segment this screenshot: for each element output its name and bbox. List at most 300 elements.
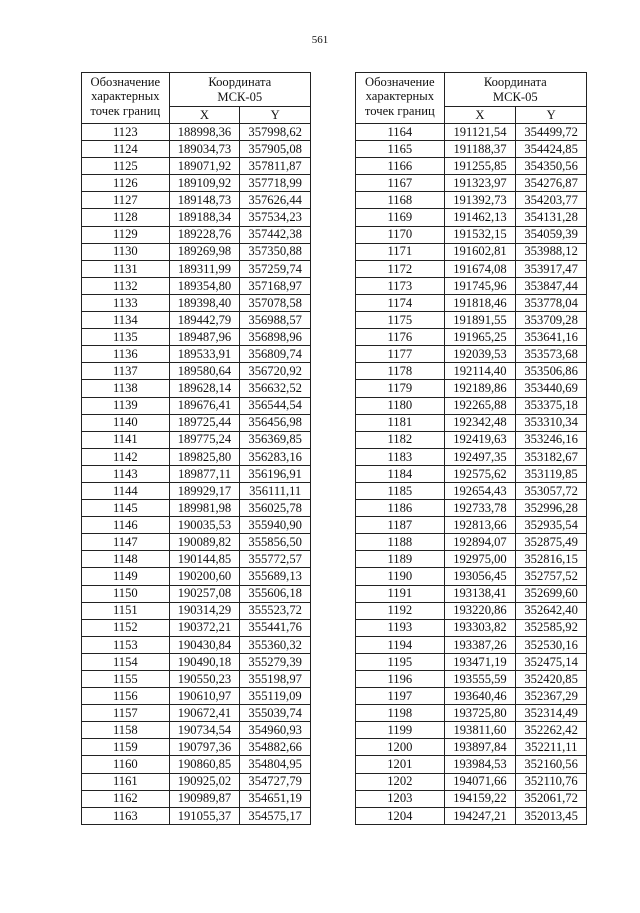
y-coordinate-cell: 352530,16 <box>516 636 587 653</box>
y-coordinate-cell: 357998,62 <box>240 124 311 141</box>
point-number-cell: 1152 <box>82 619 170 636</box>
table-row <box>82 465 311 482</box>
y-coordinate-cell: 355523,72 <box>240 602 311 619</box>
x-coordinate-cell: 191392,73 <box>444 192 516 209</box>
point-number-cell: 1145 <box>82 500 170 517</box>
table-body-left <box>82 124 311 825</box>
point-number-cell: 1194 <box>356 636 445 653</box>
point-number-cell: 1191 <box>356 585 445 602</box>
point-number-cell: 1177 <box>356 346 445 363</box>
point-number-cell: 1201 <box>356 756 445 773</box>
header-point-line: точек границ <box>364 103 435 118</box>
x-coordinate-cell: 189071,92 <box>169 158 240 175</box>
coordinates-table-left <box>81 72 311 825</box>
x-coordinate-cell: 191965,25 <box>444 329 516 346</box>
x-coordinate-cell: 194159,22 <box>444 790 516 807</box>
table-row <box>356 653 587 670</box>
point-number-cell: 1164 <box>356 124 445 141</box>
table-row <box>356 346 587 363</box>
x-coordinate-cell: 192733,78 <box>444 500 516 517</box>
table-row <box>82 448 311 465</box>
x-coordinate-cell: 189725,44 <box>169 414 240 431</box>
point-number-cell: 1192 <box>356 602 445 619</box>
y-coordinate-cell: 353310,34 <box>516 414 587 431</box>
x-coordinate-cell: 192189,86 <box>444 380 516 397</box>
table-row <box>356 517 587 534</box>
point-number-cell: 1181 <box>356 414 445 431</box>
point-number-cell: 1142 <box>82 448 170 465</box>
y-coordinate-cell: 355279,39 <box>240 653 311 670</box>
header-point-line: точек границ <box>90 103 161 118</box>
x-coordinate-cell: 190797,36 <box>169 739 240 756</box>
x-coordinate-cell: 189109,92 <box>169 175 240 192</box>
x-coordinate-cell: 193897,84 <box>444 739 516 756</box>
point-number-cell: 1189 <box>356 551 445 568</box>
table-row <box>356 209 587 226</box>
table-row <box>82 124 311 141</box>
y-coordinate-cell: 352420,85 <box>516 671 587 688</box>
y-coordinate-cell: 353641,16 <box>516 329 587 346</box>
point-number-cell: 1136 <box>82 346 170 363</box>
header-coordinate-line: Координата <box>483 75 547 90</box>
table-row <box>82 671 311 688</box>
x-coordinate-cell: 191891,55 <box>444 312 516 329</box>
header-coordinate <box>169 73 310 107</box>
table-body-right <box>356 124 587 825</box>
table-row <box>356 175 587 192</box>
y-coordinate-cell: 354499,72 <box>516 124 587 141</box>
y-coordinate-cell: 352699,60 <box>516 585 587 602</box>
table-row <box>82 705 311 722</box>
table-row <box>82 380 311 397</box>
y-coordinate-cell: 354651,19 <box>240 790 311 807</box>
x-coordinate-cell: 190860,85 <box>169 756 240 773</box>
table-row <box>356 124 587 141</box>
point-number-cell: 1146 <box>82 517 170 534</box>
table-row <box>82 226 311 243</box>
x-coordinate-cell: 191121,54 <box>444 124 516 141</box>
y-coordinate-cell: 352110,76 <box>516 773 587 790</box>
y-coordinate-cell: 355198,97 <box>240 671 311 688</box>
y-coordinate-cell: 353778,04 <box>516 294 587 311</box>
table-row <box>356 585 587 602</box>
point-number-cell: 1196 <box>356 671 445 688</box>
point-number-cell: 1127 <box>82 192 170 209</box>
y-coordinate-cell: 352585,92 <box>516 619 587 636</box>
x-coordinate-cell: 191255,85 <box>444 158 516 175</box>
table-row <box>356 671 587 688</box>
table-row <box>82 602 311 619</box>
x-coordinate-cell: 189775,24 <box>169 431 240 448</box>
point-number-cell: 1170 <box>356 226 445 243</box>
x-coordinate-cell: 193984,53 <box>444 756 516 773</box>
y-coordinate-cell: 353506,86 <box>516 363 587 380</box>
x-coordinate-cell: 190372,21 <box>169 619 240 636</box>
y-coordinate-cell: 357078,58 <box>240 294 311 311</box>
x-coordinate-cell: 189981,98 <box>169 500 240 517</box>
point-number-cell: 1171 <box>356 243 445 260</box>
y-coordinate-cell: 352996,28 <box>516 500 587 517</box>
y-coordinate-cell: 356988,57 <box>240 312 311 329</box>
point-number-cell: 1150 <box>82 585 170 602</box>
table-row <box>82 363 311 380</box>
table-row <box>82 500 311 517</box>
x-coordinate-cell: 193303,82 <box>444 619 516 636</box>
table-row <box>356 226 587 243</box>
x-coordinate-cell: 193138,41 <box>444 585 516 602</box>
point-number-cell: 1158 <box>82 722 170 739</box>
table-row <box>82 243 311 260</box>
table-row <box>82 568 311 585</box>
y-coordinate-cell: 355606,18 <box>240 585 311 602</box>
y-coordinate-cell: 352642,40 <box>516 602 587 619</box>
table-row <box>356 551 587 568</box>
table-row <box>356 363 587 380</box>
x-coordinate-cell: 189533,91 <box>169 346 240 363</box>
x-coordinate-cell: 190925,02 <box>169 773 240 790</box>
x-coordinate-cell: 189148,73 <box>169 192 240 209</box>
x-coordinate-cell: 190314,29 <box>169 602 240 619</box>
y-coordinate-cell: 356898,96 <box>240 329 311 346</box>
point-number-cell: 1123 <box>82 124 170 141</box>
y-coordinate-cell: 352935,54 <box>516 517 587 534</box>
table-row <box>356 192 587 209</box>
point-number-cell: 1179 <box>356 380 445 397</box>
point-number-cell: 1202 <box>356 773 445 790</box>
table-row <box>356 568 587 585</box>
header-y: Y <box>240 107 311 124</box>
table-row <box>356 158 587 175</box>
y-coordinate-cell: 352160,56 <box>516 756 587 773</box>
y-coordinate-cell: 353119,85 <box>516 465 587 482</box>
point-number-cell: 1176 <box>356 329 445 346</box>
table-row <box>82 260 311 277</box>
table-row <box>356 294 587 311</box>
point-number-cell: 1199 <box>356 722 445 739</box>
x-coordinate-cell: 190610,97 <box>169 688 240 705</box>
table-row <box>356 773 587 790</box>
x-coordinate-cell: 190035,53 <box>169 517 240 534</box>
point-number-cell: 1162 <box>82 790 170 807</box>
table-row <box>82 636 311 653</box>
y-coordinate-cell: 354350,56 <box>516 158 587 175</box>
y-coordinate-cell: 356369,85 <box>240 431 311 448</box>
y-coordinate-cell: 356544,54 <box>240 397 311 414</box>
point-number-cell: 1167 <box>356 175 445 192</box>
point-number-cell: 1161 <box>82 773 170 790</box>
table-row <box>356 739 587 756</box>
point-number-cell: 1139 <box>82 397 170 414</box>
point-number-cell: 1147 <box>82 534 170 551</box>
table-row <box>82 653 311 670</box>
table-row <box>82 722 311 739</box>
table-row <box>82 346 311 363</box>
point-number-cell: 1175 <box>356 312 445 329</box>
x-coordinate-cell: 193056,45 <box>444 568 516 585</box>
point-number-cell: 1157 <box>82 705 170 722</box>
point-number-cell: 1137 <box>82 363 170 380</box>
x-coordinate-cell: 189398,40 <box>169 294 240 311</box>
table-row <box>356 277 587 294</box>
point-number-cell: 1169 <box>356 209 445 226</box>
point-number-cell: 1130 <box>82 243 170 260</box>
table-row <box>356 602 587 619</box>
header-point-line: характерных <box>365 89 435 104</box>
x-coordinate-cell: 193555,59 <box>444 671 516 688</box>
x-coordinate-cell: 192654,43 <box>444 482 516 499</box>
x-coordinate-cell: 190490,18 <box>169 653 240 670</box>
x-coordinate-cell: 192813,66 <box>444 517 516 534</box>
y-coordinate-cell: 352061,72 <box>516 790 587 807</box>
point-number-cell: 1174 <box>356 294 445 311</box>
table-row <box>356 500 587 517</box>
x-coordinate-cell: 189228,76 <box>169 226 240 243</box>
point-number-cell: 1138 <box>82 380 170 397</box>
point-number-cell: 1204 <box>356 807 445 824</box>
point-number-cell: 1156 <box>82 688 170 705</box>
table-row <box>356 705 587 722</box>
x-coordinate-cell: 193640,46 <box>444 688 516 705</box>
table-row <box>356 141 587 158</box>
table-row <box>356 312 587 329</box>
x-coordinate-cell: 193220,86 <box>444 602 516 619</box>
point-number-cell: 1190 <box>356 568 445 585</box>
x-coordinate-cell: 189188,34 <box>169 209 240 226</box>
y-coordinate-cell: 355441,76 <box>240 619 311 636</box>
point-number-cell: 1172 <box>356 260 445 277</box>
x-coordinate-cell: 192419,63 <box>444 431 516 448</box>
x-coordinate-cell: 189676,41 <box>169 397 240 414</box>
point-number-cell: 1128 <box>82 209 170 226</box>
y-coordinate-cell: 355360,32 <box>240 636 311 653</box>
table-row <box>356 722 587 739</box>
x-coordinate-cell: 192975,00 <box>444 551 516 568</box>
table-row <box>82 277 311 294</box>
y-coordinate-cell: 353057,72 <box>516 482 587 499</box>
y-coordinate-cell: 353375,18 <box>516 397 587 414</box>
y-coordinate-cell: 352475,14 <box>516 653 587 670</box>
x-coordinate-cell: 190550,23 <box>169 671 240 688</box>
point-number-cell: 1129 <box>82 226 170 243</box>
y-coordinate-cell: 353573,68 <box>516 346 587 363</box>
y-coordinate-cell: 354276,87 <box>516 175 587 192</box>
point-number-cell: 1159 <box>82 739 170 756</box>
y-coordinate-cell: 354131,28 <box>516 209 587 226</box>
table-row <box>356 414 587 431</box>
point-number-cell: 1154 <box>82 653 170 670</box>
y-coordinate-cell: 355772,57 <box>240 551 311 568</box>
y-coordinate-cell: 356456,98 <box>240 414 311 431</box>
x-coordinate-cell: 190257,08 <box>169 585 240 602</box>
y-coordinate-cell: 353246,16 <box>516 431 587 448</box>
table-row <box>82 619 311 636</box>
x-coordinate-cell: 192342,48 <box>444 414 516 431</box>
table-row <box>356 260 587 277</box>
y-coordinate-cell: 354804,95 <box>240 756 311 773</box>
point-number-cell: 1153 <box>82 636 170 653</box>
point-number-cell: 1165 <box>356 141 445 158</box>
x-coordinate-cell: 190672,41 <box>169 705 240 722</box>
table-row <box>82 773 311 790</box>
table-row <box>82 585 311 602</box>
point-number-cell: 1140 <box>82 414 170 431</box>
y-coordinate-cell: 354203,77 <box>516 192 587 209</box>
point-number-cell: 1149 <box>82 568 170 585</box>
page-number: 561 <box>311 34 329 46</box>
y-coordinate-cell: 356809,74 <box>240 346 311 363</box>
header-point-line: Обозначение <box>365 75 435 89</box>
point-number-cell: 1151 <box>82 602 170 619</box>
y-coordinate-cell: 355119,09 <box>240 688 311 705</box>
x-coordinate-cell: 193387,26 <box>444 636 516 653</box>
y-coordinate-cell: 352757,52 <box>516 568 587 585</box>
x-coordinate-cell: 190734,54 <box>169 722 240 739</box>
point-number-cell: 1180 <box>356 397 445 414</box>
table-row <box>356 431 587 448</box>
point-number-cell: 1155 <box>82 671 170 688</box>
x-coordinate-cell: 189442,79 <box>169 312 240 329</box>
x-coordinate-cell: 190989,87 <box>169 790 240 807</box>
x-coordinate-cell: 189354,80 <box>169 277 240 294</box>
table-row <box>82 807 311 824</box>
y-coordinate-cell: 352875,49 <box>516 534 587 551</box>
y-coordinate-cell: 357259,74 <box>240 260 311 277</box>
table-row <box>356 482 587 499</box>
table-row <box>82 312 311 329</box>
y-coordinate-cell: 353988,12 <box>516 243 587 260</box>
y-coordinate-cell: 357350,88 <box>240 243 311 260</box>
x-coordinate-cell: 189877,11 <box>169 465 240 482</box>
header-x: X <box>444 107 516 124</box>
point-number-cell: 1148 <box>82 551 170 568</box>
x-coordinate-cell: 188998,36 <box>169 124 240 141</box>
table-row <box>356 243 587 260</box>
x-coordinate-cell: 192265,88 <box>444 397 516 414</box>
y-coordinate-cell: 357905,08 <box>240 141 311 158</box>
point-number-cell: 1203 <box>356 790 445 807</box>
x-coordinate-cell: 190089,82 <box>169 534 240 551</box>
y-coordinate-cell: 352367,29 <box>516 688 587 705</box>
point-number-cell: 1178 <box>356 363 445 380</box>
x-coordinate-cell: 189825,80 <box>169 448 240 465</box>
point-number-cell: 1197 <box>356 688 445 705</box>
header-coordinate <box>444 73 586 107</box>
table-row <box>356 329 587 346</box>
point-number-cell: 1166 <box>356 158 445 175</box>
y-coordinate-cell: 356283,16 <box>240 448 311 465</box>
y-coordinate-cell: 356196,91 <box>240 465 311 482</box>
x-coordinate-cell: 192894,07 <box>444 534 516 551</box>
x-coordinate-cell: 192575,62 <box>444 465 516 482</box>
y-coordinate-cell: 352816,15 <box>516 551 587 568</box>
y-coordinate-cell: 356111,11 <box>240 482 311 499</box>
x-coordinate-cell: 189034,73 <box>169 141 240 158</box>
x-coordinate-cell: 191532,15 <box>444 226 516 243</box>
table-row <box>356 448 587 465</box>
point-number-cell: 1125 <box>82 158 170 175</box>
header-coordinate-line: МСК-05 <box>217 89 263 104</box>
table-row <box>356 756 587 773</box>
x-coordinate-cell: 189487,96 <box>169 329 240 346</box>
table-row <box>356 619 587 636</box>
x-coordinate-cell: 193471,19 <box>444 653 516 670</box>
y-coordinate-cell: 357626,44 <box>240 192 311 209</box>
x-coordinate-cell: 189311,99 <box>169 260 240 277</box>
table-row <box>82 790 311 807</box>
x-coordinate-cell: 191602,81 <box>444 243 516 260</box>
point-number-cell: 1124 <box>82 141 170 158</box>
y-coordinate-cell: 352013,45 <box>516 807 587 824</box>
table-row <box>82 431 311 448</box>
y-coordinate-cell: 353847,44 <box>516 277 587 294</box>
point-number-cell: 1143 <box>82 465 170 482</box>
table-row <box>356 790 587 807</box>
y-coordinate-cell: 353917,47 <box>516 260 587 277</box>
y-coordinate-cell: 354575,17 <box>240 807 311 824</box>
table-row <box>82 175 311 192</box>
point-number-cell: 1193 <box>356 619 445 636</box>
x-coordinate-cell: 192497,35 <box>444 448 516 465</box>
x-coordinate-cell: 193811,60 <box>444 722 516 739</box>
point-number-cell: 1198 <box>356 705 445 722</box>
header-x: X <box>169 107 240 124</box>
y-coordinate-cell: 354882,66 <box>240 739 311 756</box>
table-row <box>82 329 311 346</box>
y-coordinate-cell: 353182,67 <box>516 448 587 465</box>
y-coordinate-cell: 355940,90 <box>240 517 311 534</box>
point-number-cell: 1187 <box>356 517 445 534</box>
x-coordinate-cell: 190200,60 <box>169 568 240 585</box>
y-coordinate-cell: 357718,99 <box>240 175 311 192</box>
y-coordinate-cell: 352262,42 <box>516 722 587 739</box>
point-number-cell: 1200 <box>356 739 445 756</box>
x-coordinate-cell: 190144,85 <box>169 551 240 568</box>
table-row <box>82 209 311 226</box>
table-row <box>82 482 311 499</box>
y-coordinate-cell: 355039,74 <box>240 705 311 722</box>
y-coordinate-cell: 356632,52 <box>240 380 311 397</box>
x-coordinate-cell: 189269,98 <box>169 243 240 260</box>
y-coordinate-cell: 355689,13 <box>240 568 311 585</box>
x-coordinate-cell: 189580,64 <box>169 363 240 380</box>
table-row <box>82 739 311 756</box>
point-number-cell: 1160 <box>82 756 170 773</box>
y-coordinate-cell: 354727,79 <box>240 773 311 790</box>
x-coordinate-cell: 192114,40 <box>444 363 516 380</box>
x-coordinate-cell: 191674,08 <box>444 260 516 277</box>
y-coordinate-cell: 357534,23 <box>240 209 311 226</box>
table-row <box>82 397 311 414</box>
x-coordinate-cell: 189628,14 <box>169 380 240 397</box>
point-number-cell: 1185 <box>356 482 445 499</box>
header-point-designation <box>82 73 170 124</box>
x-coordinate-cell: 191188,37 <box>444 141 516 158</box>
table-row <box>82 141 311 158</box>
x-coordinate-cell: 191462,13 <box>444 209 516 226</box>
x-coordinate-cell: 190430,84 <box>169 636 240 653</box>
point-number-cell: 1183 <box>356 448 445 465</box>
y-coordinate-cell: 353440,69 <box>516 380 587 397</box>
x-coordinate-cell: 194247,21 <box>444 807 516 824</box>
point-number-cell: 1173 <box>356 277 445 294</box>
point-number-cell: 1163 <box>82 807 170 824</box>
table-row <box>82 517 311 534</box>
header-coordinate-line: Координата <box>208 75 272 90</box>
y-coordinate-cell: 353709,28 <box>516 312 587 329</box>
x-coordinate-cell: 194071,66 <box>444 773 516 790</box>
point-number-cell: 1132 <box>82 277 170 294</box>
table-row <box>356 807 587 824</box>
